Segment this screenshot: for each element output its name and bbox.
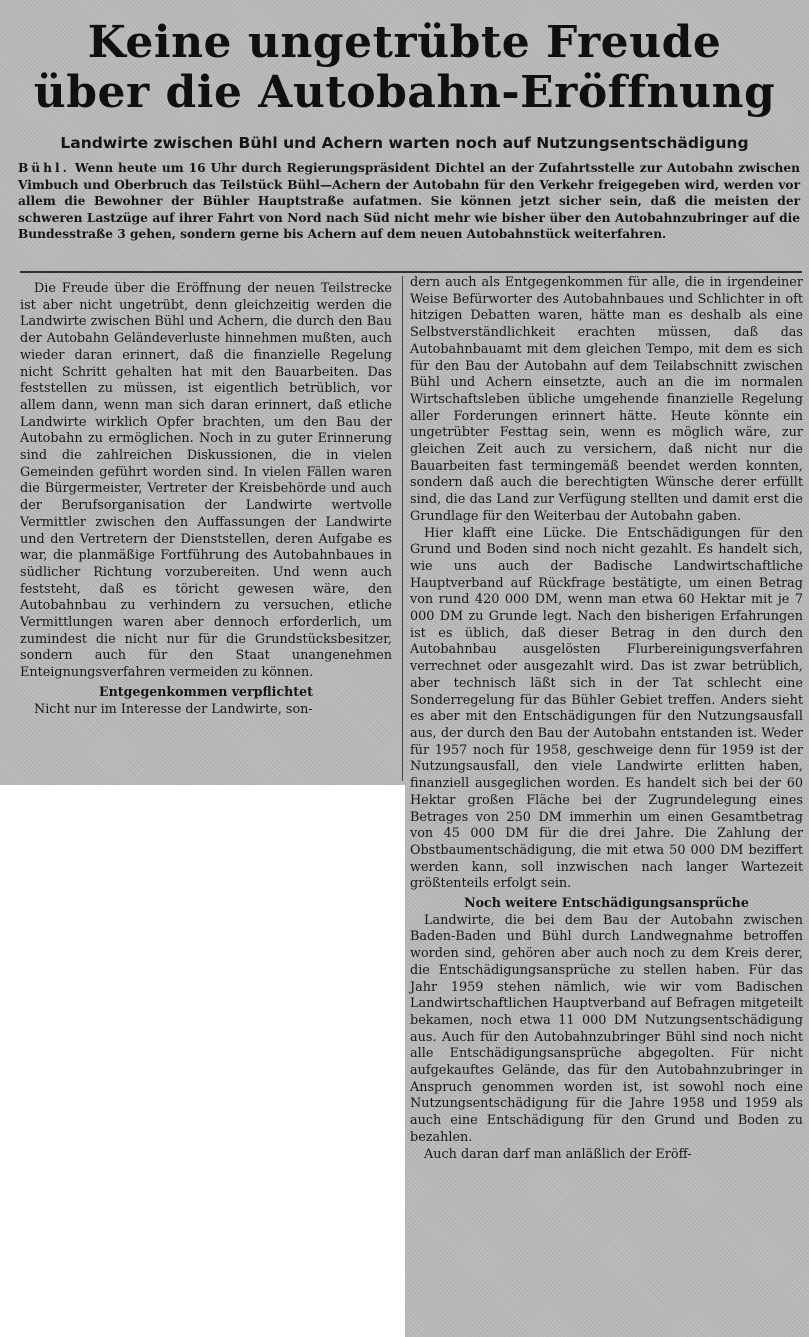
headline: Keine ungetrübte Freude über die Autobahn-Eröffnung	[33, 17, 776, 118]
body-paragraph: Die Freude über die Eröffnung der neuen Teilstrecke ist aber nicht ungetrübt, denn gleichzeitig werden die Landwirte zwischen Bühl und Achern, die durch den Bau der Autobahn Geländeverluste hinnehmen mußten, auch wieder daran erinnert, daß die finanzielle Regelung nicht Schritt gehalten hat mit den Bauarbeiten. Das feststellen zu müssen, ist eigentlich betrüblich, vor allem dann, wenn man sich daran erinnert, daß etliche Landwirte wirklich Opfer brachten, um den Bau der Autobahn zu ermöglichen. Noch in zu guter Erinnerung sind die zahlreichen Diskussionen, die in vielen Gemeinden geführt worden sind. In vielen Fällen waren die Bürgermeister, Vertreter der Kreisbehörde und auch der Berufsorganisation der Landwirte wertvolle Vermittler zwischen den Auffassungen der Landwirte und den Vertretern der Dienststellen, deren Aufgabe es war, die planmäßige Fortführung des Autobahnbaues in südlicher Richtung vorzubereiten. Und wenn auch feststeht, daß es töricht gewesen wäre, den Autobahnbau zu verhindern zu versuchen, etliche Vermittlungen waren aber dennoch erforderlich, um zumindest die nicht nur für die Grundstücksbesitzer, sondern auch für den Staat unangenehmen Enteignungsverfahren vermeiden zu können.	[20, 281, 392, 681]
body-paragraph: Nicht nur im Interesse der Landwirte, son-	[34, 701, 313, 717]
left-column	[20, 281, 392, 718]
subheading: Noch weitere Entschädigungsansprüche	[464, 895, 749, 911]
body-paragraph: dern auch als Entgegenkommen für alle, die in irgendeiner Weise Befürworter des Autobahnbaues und Schlichter in oft hitzigen Debatten waren, hätte man es deshalb als eine Selbstverständlichkeit erachten müssen, daß das Autobahnbauamt mit dem gleichen Tempo, mit dem es sich für den Bau der Autobahn auf dem Teilabschnitt zwischen Bühl und Achern einsetzte, auch an die im normalen Wirtschaftsleben übliche umgehende finanzielle Regelung aller Forderungen erinnert hätte. Heute könnte ein ungetrübter Festtag sein, wenn es möglich wäre, zur gleichen Zeit auch zu versichern, daß nicht nur die Bauarbeiten fast termingemäß beendet werden konnten, sondern daß auch die berechtigten Wünsche derer erfüllt sind, die das Land zur Verfügung stellten und damit erst die Grundlage für den Weiterbau der Autobahn gaben.	[410, 275, 803, 524]
body-paragraph: Auch daran darf man anläßlich der Eröff-	[424, 1146, 692, 1162]
body-paragraph: Landwirte, die bei dem Bau der Autobahn zwischen Baden-Baden und Bühl durch Landwegnahme betroffen worden sind, gehören aber auch noch zu dem Kreis derer, die Entschädigungsansprüche zu stellen haben. Für das Jahr 1959 stehen nämlich, wie wir vom Badischen Landwirtschaftlichen Hauptverband auf Befragen mitgeteilt bekamen, noch etwa 11 000 DM Nutzungsentschädigung aus. Auch für den Autobahnzubringer Bühl sind noch nicht alle Entschädigungsansprüche abgegolten. Für nicht aufgekauftes Gelände, das für den Autobahnzubringer in Anspruch genommen worden ist, ist sowohl noch eine Nutzungsentschädigung für die Jahre 1958 und 1959 als auch eine Entschädigung für den Grund und Boden zu bezahlen.	[410, 912, 803, 1145]
divider-rule	[20, 271, 802, 273]
intro-paragraph	[18, 160, 800, 243]
right-column	[410, 275, 803, 1163]
subheadline: Landwirte zwischen Bühl und Achern warten noch auf Nutzungsentschädigung	[60, 134, 749, 152]
dateline: Bühl.	[18, 161, 70, 175]
subheading: Entgegenkommen verpflichtet	[99, 683, 313, 699]
intro-text: Wenn heute um 16 Uhr durch Regierungspräsident Dichtel an der Zufahrtsstelle zur Autobahn zwischen Vimbuch und Oberbruch das Teilstück Bühl—Achern der Autobahn für den Verkehr freigegeben wird, werden vor allem die Bewohner der Bühler Hauptstraße aufatmen. Sie können jetzt sicher sein, daß die meisten der schweren Lastzüge auf ihrer Fahrt von Nord nach Süd nicht mehr wie bisher über den Autobahnzubringer auf die Bundesstraße 3 gehen, sondern gerne bis Achern auf dem neuen Autobahnstück weiterfahren.	[18, 161, 800, 242]
body-paragraph: Hier klafft eine Lücke. Die Entschädigungen für den Grund und Boden sind noch nicht gezahlt. Es handelt sich, wie uns auch der Badische Landwirtschaftliche Hauptverband auf Rückfrage bestätigte, um einen Betrag von rund 420 000 DM, wenn man etwa 60 Hektar mit je 7 000 DM zu Grunde legt. Nach den bisherigen Erfahrungen ist es üblich, daß dieser Betrag in den durch den Autobahnbau ausgelösten Flurbereinigungsverfahren verrechnet oder ausgezahlt wird. Das ist zwar betrüblich, aber technisch läßt sich in der Tat schlecht eine Sonderregelung für das Bühler Gebiet treffen. Anders sieht es aber mit den Entschädigungen für den Nutzungsausfall aus, der durch den Bau der Autobahn entstanden ist. Weder für 1957 noch für 1958, geschweige denn für 1959 ist der Nutzungsausfall, den viele Landwirte erlitten haben, finanziell ausgeglichen worden. Es handelt sich bei der 60 Hektar großen Fläche bei der Zugrundelegung eines Betrages von 250 DM immerhin um einen Gesamtbetrag von 45 000 DM für die drei Jahre. Die Zahlung der Obstbaumentschädigung, die mit etwa 50 000 DM beziffert werden kann, soll inzwischen nach langer Wartezeit größtenteils erfolgt sein.	[410, 525, 803, 892]
column-rule	[402, 276, 403, 781]
